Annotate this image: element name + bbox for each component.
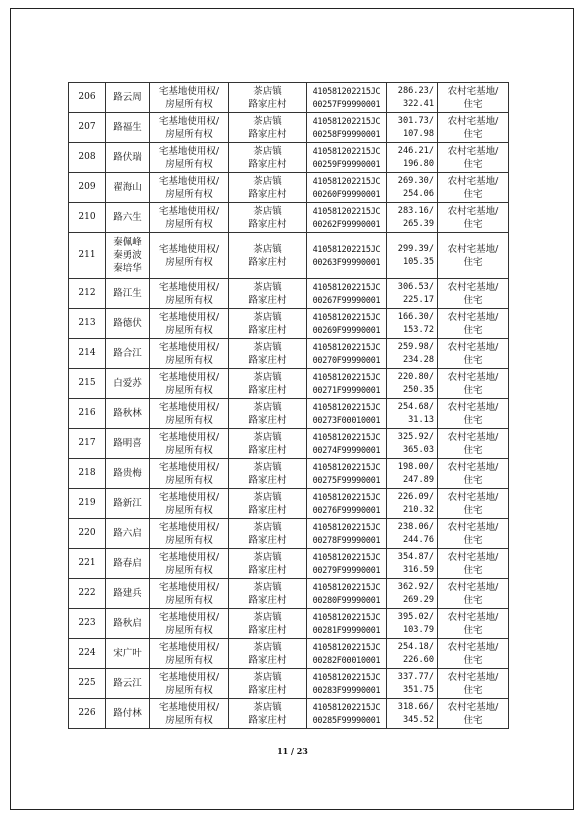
right-type: 宅基地使用权/ 房屋所有权 — [150, 519, 229, 549]
location: 茶店镇 路家庄村 — [229, 309, 307, 339]
owner-name: 路六启 — [106, 519, 150, 549]
location: 茶店镇 路家庄村 — [229, 459, 307, 489]
table-row — [69, 609, 509, 639]
unit-code: 410581202215JC 00260F99990001 — [307, 173, 387, 203]
area-values: 283.16/ 265.39 — [387, 203, 438, 233]
right-type: 宅基地使用权/ 房屋所有权 — [150, 669, 229, 699]
owner-name: 路秋启 — [106, 609, 150, 639]
table-row — [69, 339, 509, 369]
land-use: 农村宅基地/ 住宅 — [438, 519, 509, 549]
unit-code: 410581202215JC 00275F99990001 — [307, 459, 387, 489]
area-values: 226.09/ 210.32 — [387, 489, 438, 519]
page-number: 11 / 23 — [277, 746, 308, 756]
owner-name: 路云周 — [106, 83, 150, 113]
row-number: 221 — [69, 549, 106, 579]
row-number: 223 — [69, 609, 106, 639]
land-use: 农村宅基地/ 住宅 — [438, 399, 509, 429]
unit-code: 410581202215JC 00258F99990001 — [307, 113, 387, 143]
area-values: 259.98/ 234.28 — [387, 339, 438, 369]
unit-code: 410581202215JC 00285F99990001 — [307, 699, 387, 729]
unit-code: 410581202215JC 00263F99990001 — [307, 233, 387, 279]
owner-name: 路六生 — [106, 203, 150, 233]
owner-name: 宋广叶 — [106, 639, 150, 669]
area-values: 286.23/ 322.41 — [387, 83, 438, 113]
table-row — [69, 549, 509, 579]
owner-name: 路云江 — [106, 669, 150, 699]
row-number: 212 — [69, 279, 106, 309]
area-values: 362.92/ 269.29 — [387, 579, 438, 609]
land-use: 农村宅基地/ 住宅 — [438, 233, 509, 279]
row-number: 211 — [69, 233, 106, 279]
land-use: 农村宅基地/ 住宅 — [438, 489, 509, 519]
location: 茶店镇 路家庄村 — [229, 173, 307, 203]
area-values: 395.02/ 103.79 — [387, 609, 438, 639]
area-values: 325.92/ 365.03 — [387, 429, 438, 459]
table-row — [69, 519, 509, 549]
table-row — [69, 113, 509, 143]
location: 茶店镇 路家庄村 — [229, 143, 307, 173]
area-values: 246.21/ 196.80 — [387, 143, 438, 173]
area-values: 299.39/ 105.35 — [387, 233, 438, 279]
owner-name: 路付林 — [106, 699, 150, 729]
unit-code: 410581202215JC 00271F99990001 — [307, 369, 387, 399]
area-values: 318.66/ 345.52 — [387, 699, 438, 729]
right-type: 宅基地使用权/ 房屋所有权 — [150, 399, 229, 429]
location: 茶店镇 路家庄村 — [229, 579, 307, 609]
unit-code: 410581202215JC 00273F00010001 — [307, 399, 387, 429]
owner-name: 路贵梅 — [106, 459, 150, 489]
row-number: 219 — [69, 489, 106, 519]
unit-code: 410581202215JC 00281F99990001 — [307, 609, 387, 639]
land-use: 农村宅基地/ 住宅 — [438, 429, 509, 459]
right-type: 宅基地使用权/ 房屋所有权 — [150, 579, 229, 609]
location: 茶店镇 路家庄村 — [229, 203, 307, 233]
owner-name: 路新江 — [106, 489, 150, 519]
owner-name: 路福生 — [106, 113, 150, 143]
table-row — [69, 279, 509, 309]
table-row — [69, 369, 509, 399]
owner-name: 白爱苏 — [106, 369, 150, 399]
unit-code: 410581202215JC 00282F00010001 — [307, 639, 387, 669]
table-row — [69, 399, 509, 429]
owner-name: 路春启 — [106, 549, 150, 579]
row-number: 214 — [69, 339, 106, 369]
location: 茶店镇 路家庄村 — [229, 669, 307, 699]
area-values: 337.77/ 351.75 — [387, 669, 438, 699]
table-body — [69, 83, 509, 729]
right-type: 宅基地使用权/ 房屋所有权 — [150, 113, 229, 143]
row-number: 210 — [69, 203, 106, 233]
land-use: 农村宅基地/ 住宅 — [438, 143, 509, 173]
row-number: 218 — [69, 459, 106, 489]
right-type: 宅基地使用权/ 房屋所有权 — [150, 429, 229, 459]
unit-code: 410581202215JC 00267F99990001 — [307, 279, 387, 309]
row-number: 226 — [69, 699, 106, 729]
table-row — [69, 639, 509, 669]
land-use: 农村宅基地/ 住宅 — [438, 339, 509, 369]
row-number: 217 — [69, 429, 106, 459]
land-use: 农村宅基地/ 住宅 — [438, 309, 509, 339]
unit-code: 410581202215JC 00262F99990001 — [307, 203, 387, 233]
registration-table — [68, 82, 509, 729]
location: 茶店镇 路家庄村 — [229, 429, 307, 459]
location: 茶店镇 路家庄村 — [229, 233, 307, 279]
land-use: 农村宅基地/ 住宅 — [438, 83, 509, 113]
right-type: 宅基地使用权/ 房屋所有权 — [150, 279, 229, 309]
row-number: 220 — [69, 519, 106, 549]
location: 茶店镇 路家庄村 — [229, 519, 307, 549]
location: 茶店镇 路家庄村 — [229, 113, 307, 143]
land-use: 农村宅基地/ 住宅 — [438, 699, 509, 729]
area-values: 306.53/ 225.17 — [387, 279, 438, 309]
unit-code: 410581202215JC 00259F99990001 — [307, 143, 387, 173]
location: 茶店镇 路家庄村 — [229, 399, 307, 429]
owner-name: 秦佩峰 秦勇波 秦培华 — [106, 233, 150, 279]
right-type: 宅基地使用权/ 房屋所有权 — [150, 339, 229, 369]
unit-code: 410581202215JC 00278F99990001 — [307, 519, 387, 549]
right-type: 宅基地使用权/ 房屋所有权 — [150, 489, 229, 519]
table-row — [69, 309, 509, 339]
land-use: 农村宅基地/ 住宅 — [438, 113, 509, 143]
right-type: 宅基地使用权/ 房屋所有权 — [150, 609, 229, 639]
right-type: 宅基地使用权/ 房屋所有权 — [150, 173, 229, 203]
unit-code: 410581202215JC 00283F99990001 — [307, 669, 387, 699]
right-type: 宅基地使用权/ 房屋所有权 — [150, 309, 229, 339]
land-use: 农村宅基地/ 住宅 — [438, 609, 509, 639]
owner-name: 路合江 — [106, 339, 150, 369]
table-row — [69, 579, 509, 609]
unit-code: 410581202215JC 00280F99990001 — [307, 579, 387, 609]
location: 茶店镇 路家庄村 — [229, 83, 307, 113]
row-number: 225 — [69, 669, 106, 699]
location: 茶店镇 路家庄村 — [229, 369, 307, 399]
table-row — [69, 143, 509, 173]
owner-name: 路德伏 — [106, 309, 150, 339]
area-values: 166.30/ 153.72 — [387, 309, 438, 339]
owner-name: 路建兵 — [106, 579, 150, 609]
table-row — [69, 699, 509, 729]
table-row — [69, 173, 509, 203]
row-number: 224 — [69, 639, 106, 669]
row-number: 207 — [69, 113, 106, 143]
area-values: 354.87/ 316.59 — [387, 549, 438, 579]
table-row — [69, 489, 509, 519]
unit-code: 410581202215JC 00274F99990001 — [307, 429, 387, 459]
location: 茶店镇 路家庄村 — [229, 639, 307, 669]
location: 茶店镇 路家庄村 — [229, 699, 307, 729]
land-use: 农村宅基地/ 住宅 — [438, 459, 509, 489]
row-number: 222 — [69, 579, 106, 609]
unit-code: 410581202215JC 00257F99990001 — [307, 83, 387, 113]
unit-code: 410581202215JC 00270F99990001 — [307, 339, 387, 369]
unit-code: 410581202215JC 00276F99990001 — [307, 489, 387, 519]
area-values: 220.80/ 250.35 — [387, 369, 438, 399]
unit-code: 410581202215JC 00279F99990001 — [307, 549, 387, 579]
right-type: 宅基地使用权/ 房屋所有权 — [150, 143, 229, 173]
location: 茶店镇 路家庄村 — [229, 279, 307, 309]
land-use: 农村宅基地/ 住宅 — [438, 203, 509, 233]
land-use: 农村宅基地/ 住宅 — [438, 173, 509, 203]
table-row — [69, 233, 509, 279]
land-use: 农村宅基地/ 住宅 — [438, 369, 509, 399]
table-row — [69, 669, 509, 699]
owner-name: 路伏瑞 — [106, 143, 150, 173]
table-row — [69, 459, 509, 489]
unit-code: 410581202215JC 00269F99990001 — [307, 309, 387, 339]
row-number: 215 — [69, 369, 106, 399]
right-type: 宅基地使用权/ 房屋所有权 — [150, 369, 229, 399]
location: 茶店镇 路家庄村 — [229, 549, 307, 579]
right-type: 宅基地使用权/ 房屋所有权 — [150, 699, 229, 729]
row-number: 208 — [69, 143, 106, 173]
owner-name: 路明喜 — [106, 429, 150, 459]
row-number: 213 — [69, 309, 106, 339]
right-type: 宅基地使用权/ 房屋所有权 — [150, 549, 229, 579]
location: 茶店镇 路家庄村 — [229, 339, 307, 369]
right-type: 宅基地使用权/ 房屋所有权 — [150, 639, 229, 669]
table-row — [69, 429, 509, 459]
right-type: 宅基地使用权/ 房屋所有权 — [150, 459, 229, 489]
owner-name: 路秋林 — [106, 399, 150, 429]
row-number: 216 — [69, 399, 106, 429]
land-use: 农村宅基地/ 住宅 — [438, 549, 509, 579]
land-use: 农村宅基地/ 住宅 — [438, 669, 509, 699]
table-row — [69, 83, 509, 113]
land-use: 农村宅基地/ 住宅 — [438, 579, 509, 609]
row-number: 206 — [69, 83, 106, 113]
area-values: 198.00/ 247.89 — [387, 459, 438, 489]
right-type: 宅基地使用权/ 房屋所有权 — [150, 233, 229, 279]
land-use: 农村宅基地/ 住宅 — [438, 279, 509, 309]
area-values: 254.68/ 31.13 — [387, 399, 438, 429]
right-type: 宅基地使用权/ 房屋所有权 — [150, 83, 229, 113]
land-use: 农村宅基地/ 住宅 — [438, 639, 509, 669]
table-row — [69, 203, 509, 233]
area-values: 238.06/ 244.76 — [387, 519, 438, 549]
area-values: 254.18/ 226.60 — [387, 639, 438, 669]
right-type: 宅基地使用权/ 房屋所有权 — [150, 203, 229, 233]
location: 茶店镇 路家庄村 — [229, 489, 307, 519]
location: 茶店镇 路家庄村 — [229, 609, 307, 639]
area-values: 301.73/ 107.98 — [387, 113, 438, 143]
row-number: 209 — [69, 173, 106, 203]
area-values: 269.30/ 254.06 — [387, 173, 438, 203]
owner-name: 路江生 — [106, 279, 150, 309]
owner-name: 翟海山 — [106, 173, 150, 203]
